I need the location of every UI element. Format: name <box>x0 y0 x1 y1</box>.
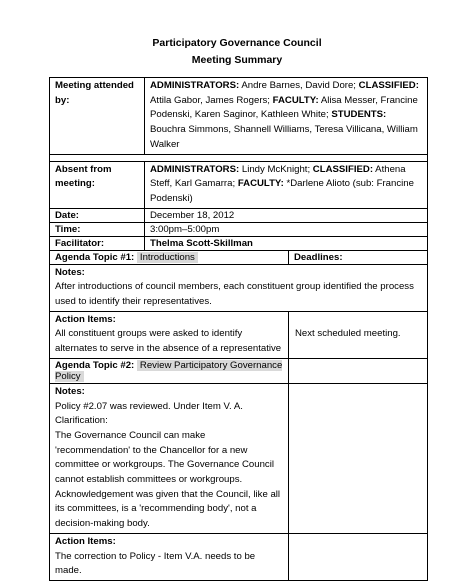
topic2-action-empty <box>289 533 428 580</box>
attended-admin-label: ADMINISTRATORS: <box>150 80 240 91</box>
topic1-action <box>50 311 289 358</box>
absent-admin: Lindy McKnight; <box>241 163 311 175</box>
attended-students: Bouchra Simmons, Shannell Williams, Teresa Villicana, William Walker <box>150 124 418 150</box>
topic2-action-row <box>50 533 428 580</box>
topic2-note-2: The Governance Council can make 'recommendation' to the Chancellor for a new committee or workgroups. The Governance Council cannot establish committees or workgroups. <box>55 429 274 486</box>
topic2-header-row <box>50 358 428 383</box>
topic2-label: Agenda Topic #2: <box>55 359 135 371</box>
topic1-notes-row <box>50 264 428 311</box>
topic2-deadline-empty <box>289 358 428 383</box>
topic1-header-row <box>50 250 428 264</box>
topic1-header <box>50 250 289 264</box>
topic2-notes-label: Notes: <box>55 385 85 397</box>
spacer <box>50 154 428 161</box>
time-label: Time: <box>50 222 145 236</box>
absent-row <box>50 161 428 208</box>
topic1-action-text: All constituent groups were asked to identify alternates to serve in the absence of a representative <box>55 328 282 355</box>
topic2-notes-row <box>50 383 428 533</box>
document-title: Participatory Governance Council <box>152 37 322 49</box>
topic2-note-3: Acknowledgement was given that the Council, like all its committees, is a 'recommending body', not a decision-making body. <box>55 488 281 530</box>
topic2-notes <box>50 383 289 533</box>
attended-classified: Attila Gabor, James Rogers; <box>150 94 270 106</box>
topic1-notes-label: Notes: <box>55 266 85 278</box>
attended-faculty-label: FACULTY: <box>272 94 319 106</box>
attended-students-label: STUDENTS: <box>331 109 387 121</box>
time-value: 3:00pm–5:00pm <box>145 222 428 236</box>
topic1-action-row <box>50 311 428 358</box>
topic1-notes-text: After introductions of council members, each constituent group identified the process used to identify their representatives. <box>55 281 414 308</box>
date-label: Date: <box>50 208 145 222</box>
topic2-action-text: The correction to Policy - Item V.A. needs to be made. <box>55 550 256 577</box>
attended-value <box>145 78 428 155</box>
facilitator-row <box>50 236 428 250</box>
date-row <box>50 208 428 222</box>
topic1-action-label: Action Items: <box>55 313 116 325</box>
meeting-summary-table <box>49 77 428 581</box>
attended-label: Meeting attended by: <box>50 78 145 155</box>
date-value: December 18, 2012 <box>145 208 428 222</box>
attended-row <box>50 78 428 155</box>
topic1-title: Introductions <box>137 252 198 263</box>
attended-faculty: Alisa Messer, Francine Podenski, Karen Saginor, Kathleen White; <box>150 94 418 121</box>
topic1-deadline: Next scheduled meeting. <box>289 311 428 358</box>
facilitator-value: Thelma Scott-Skillman <box>145 236 428 250</box>
topic2-header <box>50 358 289 383</box>
topic2-title: Review Participatory Governance Policy <box>55 359 283 382</box>
absent-label: Absent from meeting: <box>50 161 145 208</box>
topic1-label: Agenda Topic #1: <box>55 251 135 263</box>
absent-faculty-label: FACULTY: <box>237 178 284 190</box>
attended-admin: Andre Barnes, David Dore; <box>241 80 356 91</box>
facilitator-label: Facilitator: <box>50 236 145 250</box>
topic2-note-1: Policy #2.07 was reviewed. Under Item V. A. Clarification: <box>55 400 243 427</box>
absent-admin-label: ADMINISTRATORS: <box>150 163 240 175</box>
absent-value <box>145 161 428 208</box>
time-row <box>50 222 428 236</box>
topic2-action-label: Action Items: <box>55 535 116 547</box>
document-subtitle: Meeting Summary <box>191 54 283 66</box>
topic2-notes-empty <box>289 383 428 533</box>
absent-classified-label: CLASSIFIED: <box>312 163 374 175</box>
topic1-notes <box>50 264 428 311</box>
deadlines-label: Deadlines: <box>289 250 428 264</box>
absent-faculty: *Darlene Alioto (sub: Francine Podenski) <box>150 178 414 204</box>
attended-classified-label: CLASSIFIED: <box>358 80 419 91</box>
topic2-action <box>50 533 289 580</box>
absent-classified: Athena Steff, Karl Gamarra; <box>150 163 406 190</box>
